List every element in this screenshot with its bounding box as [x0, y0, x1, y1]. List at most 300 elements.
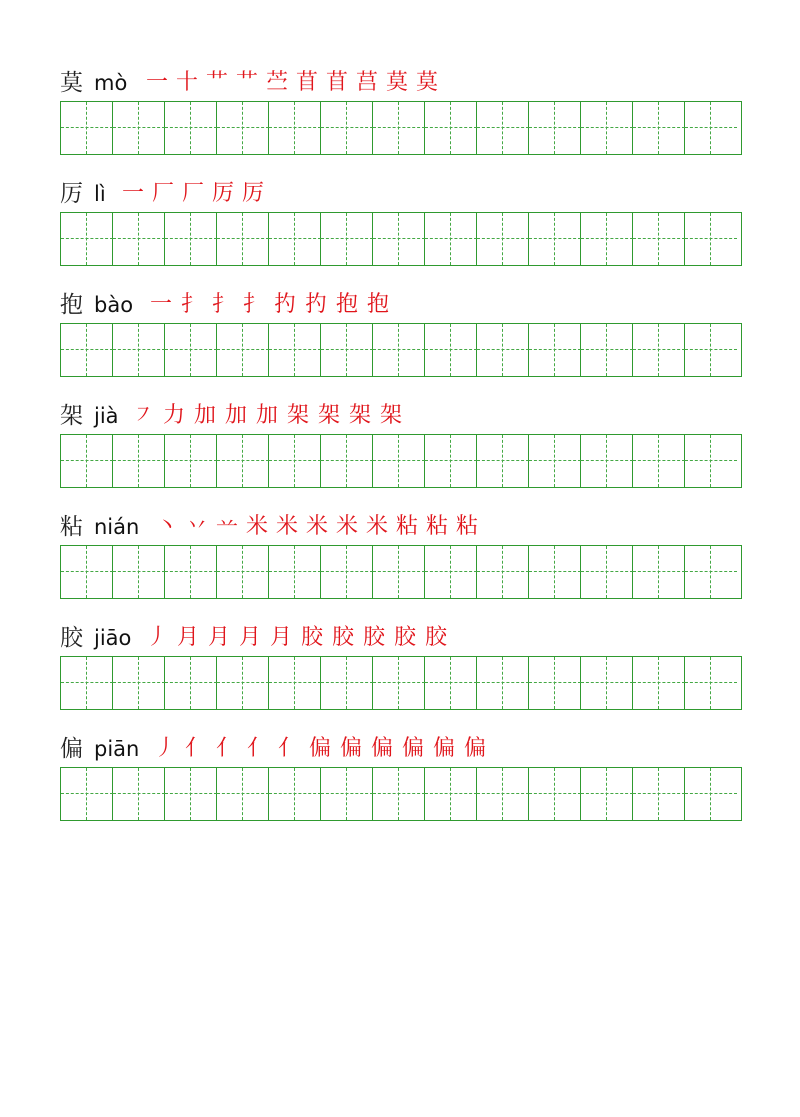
writing-grid-cell[interactable]: [529, 768, 581, 820]
writing-grid-cell[interactable]: [373, 213, 425, 265]
writing-grid-cell[interactable]: [685, 213, 737, 265]
stroke-step: [326, 68, 348, 98]
cell-horizontal-guide: [217, 793, 269, 794]
cell-horizontal-guide: [425, 571, 477, 572]
writing-grid-cell[interactable]: [373, 657, 425, 709]
writing-grid-cell[interactable]: [321, 324, 373, 376]
pinyin-label: lì: [94, 182, 106, 206]
writing-grid-cell[interactable]: [113, 546, 165, 598]
writing-grid-cell[interactable]: [373, 768, 425, 820]
cell-vertical-guide: [86, 435, 87, 487]
cell-horizontal-guide: [217, 571, 269, 572]
stroke-step: [185, 734, 207, 764]
stroke-step: [266, 68, 288, 98]
stroke-step-glyph: 偏: [433, 736, 456, 761]
cell-horizontal-guide: [633, 349, 685, 350]
cell-horizontal-guide: [373, 127, 425, 128]
stroke-step-glyph: 粘: [426, 514, 449, 539]
stroke-step: [212, 290, 234, 320]
cell-horizontal-guide: [113, 460, 165, 461]
stroke-step: [194, 401, 216, 431]
cell-horizontal-guide: [633, 127, 685, 128]
cell-horizontal-guide: [113, 349, 165, 350]
cell-vertical-guide: [710, 102, 711, 154]
cell-vertical-guide: [658, 324, 659, 376]
stroke-step: [301, 623, 323, 653]
stroke-step: [182, 179, 204, 209]
writing-grid-cell[interactable]: [425, 213, 477, 265]
cell-vertical-guide: [294, 768, 295, 820]
stroke-step-glyph: 丶: [156, 514, 179, 539]
stroke-step-glyph: 亻: [247, 736, 270, 761]
writing-grid-cell[interactable]: [373, 546, 425, 598]
cell-horizontal-guide: [217, 238, 269, 239]
stroke-step-glyph: 抱: [367, 292, 390, 317]
writing-grid-cell[interactable]: [269, 435, 321, 487]
writing-grid-cell[interactable]: [373, 324, 425, 376]
cell-horizontal-guide: [165, 238, 217, 239]
stroke-step: [206, 68, 228, 98]
writing-grid-cell[interactable]: [61, 768, 113, 820]
cell-vertical-guide: [138, 324, 139, 376]
cell-horizontal-guide: [477, 682, 529, 683]
cell-horizontal-guide: [165, 793, 217, 794]
writing-grid-cell[interactable]: [217, 657, 269, 709]
writing-grid-cell[interactable]: [633, 657, 685, 709]
stroke-step-glyph: 扌: [243, 292, 266, 317]
cell-vertical-guide: [242, 657, 243, 709]
cell-horizontal-guide: [477, 238, 529, 239]
stroke-step: [367, 290, 389, 320]
writing-grid-cell[interactable]: [373, 102, 425, 154]
cell-vertical-guide: [710, 213, 711, 265]
cell-vertical-guide: [294, 657, 295, 709]
cell-horizontal-guide: [633, 460, 685, 461]
cell-horizontal-guide: [61, 238, 113, 239]
stroke-step: [225, 401, 247, 431]
cell-horizontal-guide: [529, 349, 581, 350]
cell-vertical-guide: [138, 435, 139, 487]
writing-grid-cell[interactable]: [269, 213, 321, 265]
writing-grid-cell[interactable]: [61, 657, 113, 709]
character-header: [60, 512, 742, 546]
cell-vertical-guide: [658, 768, 659, 820]
writing-grid-cell[interactable]: [633, 102, 685, 154]
writing-grid-cell[interactable]: [477, 213, 529, 265]
writing-grid-cell[interactable]: [581, 768, 633, 820]
cell-horizontal-guide: [269, 238, 321, 239]
writing-grid-cell[interactable]: [425, 546, 477, 598]
writing-grid-cell[interactable]: [217, 213, 269, 265]
stroke-step-glyph: 月: [177, 625, 200, 650]
stroke-step: [336, 512, 358, 542]
writing-grid-cell[interactable]: [321, 213, 373, 265]
stroke-step: [246, 512, 268, 542]
writing-grid-row: [60, 101, 742, 155]
cell-horizontal-guide: [425, 349, 477, 350]
cell-horizontal-guide: [529, 793, 581, 794]
cell-horizontal-guide: [113, 793, 165, 794]
cell-vertical-guide: [398, 435, 399, 487]
cell-vertical-guide: [450, 324, 451, 376]
writing-grid-cell[interactable]: [269, 324, 321, 376]
writing-grid-cell[interactable]: [581, 435, 633, 487]
cell-horizontal-guide: [373, 460, 425, 461]
cell-horizontal-guide: [165, 571, 217, 572]
cell-vertical-guide: [450, 102, 451, 154]
cell-horizontal-guide: [529, 460, 581, 461]
stroke-step: [150, 290, 172, 320]
writing-grid-cell[interactable]: [425, 102, 477, 154]
cell-horizontal-guide: [425, 682, 477, 683]
cell-vertical-guide: [450, 213, 451, 265]
stroke-step: [276, 512, 298, 542]
cell-vertical-guide: [554, 435, 555, 487]
stroke-step: [426, 512, 448, 542]
cell-horizontal-guide: [113, 571, 165, 572]
stroke-step: [349, 401, 371, 431]
writing-grid-cell[interactable]: [269, 102, 321, 154]
stroke-step: [146, 68, 168, 98]
cell-horizontal-guide: [321, 238, 373, 239]
stroke-step: [332, 623, 354, 653]
stroke-step-glyph: 米: [306, 514, 329, 539]
writing-grid-cell[interactable]: [113, 435, 165, 487]
cell-vertical-guide: [450, 657, 451, 709]
cell-horizontal-guide: [373, 793, 425, 794]
cell-vertical-guide: [710, 546, 711, 598]
cell-vertical-guide: [190, 657, 191, 709]
writing-grid-cell[interactable]: [113, 768, 165, 820]
cell-vertical-guide: [554, 657, 555, 709]
cell-horizontal-guide: [165, 127, 217, 128]
stroke-step-glyph: 月: [239, 625, 262, 650]
writing-grid-cell[interactable]: [529, 546, 581, 598]
writing-grid-cell[interactable]: [61, 102, 113, 154]
cell-horizontal-guide: [373, 571, 425, 572]
writing-grid-cell[interactable]: [61, 213, 113, 265]
writing-grid-cell[interactable]: [581, 546, 633, 598]
cell-horizontal-guide: [685, 793, 737, 794]
cell-horizontal-guide: [425, 127, 477, 128]
cell-horizontal-guide: [113, 238, 165, 239]
cell-horizontal-guide: [581, 238, 633, 239]
writing-grid-cell[interactable]: [321, 435, 373, 487]
stroke-step: [156, 512, 178, 542]
cell-horizontal-guide: [685, 460, 737, 461]
writing-grid-cell[interactable]: [633, 213, 685, 265]
stroke-step-glyph: 一: [150, 292, 173, 317]
cell-horizontal-guide: [477, 127, 529, 128]
stroke-step-glyph: 丿: [154, 736, 177, 761]
writing-grid-cell[interactable]: [217, 435, 269, 487]
cell-horizontal-guide: [581, 349, 633, 350]
stroke-step-glyph: 亻: [216, 736, 239, 761]
writing-grid-cell[interactable]: [321, 657, 373, 709]
writing-grid-cell[interactable]: [165, 435, 217, 487]
cell-vertical-guide: [294, 324, 295, 376]
writing-grid-cell[interactable]: [529, 324, 581, 376]
cell-horizontal-guide: [269, 460, 321, 461]
stroke-step: [177, 623, 199, 653]
cell-vertical-guide: [606, 657, 607, 709]
stroke-step-glyph: 十: [176, 70, 199, 95]
writing-grid-cell[interactable]: [217, 324, 269, 376]
writing-grid-row: [60, 434, 742, 488]
stroke-step-glyph: 艹: [206, 70, 229, 95]
cell-vertical-guide: [554, 324, 555, 376]
cell-vertical-guide: [606, 324, 607, 376]
cell-horizontal-guide: [269, 127, 321, 128]
stroke-step: [152, 179, 174, 209]
cell-horizontal-guide: [477, 571, 529, 572]
cell-horizontal-guide: [373, 349, 425, 350]
stroke-step-glyph: 架: [380, 403, 403, 428]
cell-horizontal-guide: [321, 793, 373, 794]
cell-horizontal-guide: [685, 682, 737, 683]
cell-horizontal-guide: [529, 571, 581, 572]
writing-grid-cell[interactable]: [165, 102, 217, 154]
character-header: [60, 290, 742, 324]
writing-grid-cell[interactable]: [425, 324, 477, 376]
cell-vertical-guide: [190, 546, 191, 598]
stroke-step-glyph: 莒: [356, 70, 379, 95]
writing-grid-cell[interactable]: [633, 435, 685, 487]
writing-grid-cell[interactable]: [165, 324, 217, 376]
writing-grid-cell[interactable]: [477, 546, 529, 598]
stroke-step: [402, 734, 424, 764]
writing-grid-cell[interactable]: [269, 768, 321, 820]
cell-vertical-guide: [346, 324, 347, 376]
cell-vertical-guide: [502, 657, 503, 709]
stroke-step: [433, 734, 455, 764]
writing-grid-cell[interactable]: [217, 546, 269, 598]
cell-vertical-guide: [86, 324, 87, 376]
writing-grid-cell[interactable]: [321, 546, 373, 598]
writing-grid-cell[interactable]: [581, 657, 633, 709]
writing-grid-cell[interactable]: [425, 435, 477, 487]
cell-vertical-guide: [190, 213, 191, 265]
cell-vertical-guide: [606, 768, 607, 820]
writing-grid-cell[interactable]: [477, 102, 529, 154]
stroke-step: [163, 401, 185, 431]
writing-grid-cell[interactable]: [685, 657, 737, 709]
writing-grid-cell[interactable]: [113, 657, 165, 709]
cell-horizontal-guide: [165, 349, 217, 350]
cell-vertical-guide: [398, 768, 399, 820]
cell-horizontal-guide: [685, 238, 737, 239]
cell-vertical-guide: [554, 768, 555, 820]
cell-vertical-guide: [346, 435, 347, 487]
stroke-step-glyph: 苜: [326, 70, 349, 95]
cell-horizontal-guide: [633, 682, 685, 683]
cell-horizontal-guide: [685, 127, 737, 128]
writing-grid-row: [60, 212, 742, 266]
cell-vertical-guide: [242, 102, 243, 154]
cell-horizontal-guide: [529, 127, 581, 128]
writing-grid-cell[interactable]: [685, 768, 737, 820]
stroke-step-glyph: 亻: [185, 736, 208, 761]
stroke-step-glyph: 厂: [182, 181, 205, 206]
writing-grid-cell[interactable]: [113, 324, 165, 376]
stroke-step-glyph: 艹: [236, 70, 259, 95]
stroke-step-glyph: 胶: [394, 625, 417, 650]
cell-horizontal-guide: [633, 793, 685, 794]
writing-grid-cell[interactable]: [321, 102, 373, 154]
cell-horizontal-guide: [581, 127, 633, 128]
cell-horizontal-guide: [269, 349, 321, 350]
stroke-step-glyph: 䒑: [216, 514, 239, 539]
character-header: [60, 401, 742, 435]
cell-vertical-guide: [86, 213, 87, 265]
writing-grid-cell[interactable]: [529, 102, 581, 154]
stroke-step: [386, 68, 408, 98]
stroke-step: [296, 68, 318, 98]
pinyin-label: nián: [94, 515, 140, 539]
writing-grid-cell[interactable]: [529, 213, 581, 265]
cell-horizontal-guide: [685, 571, 737, 572]
writing-grid-cell[interactable]: [633, 324, 685, 376]
cell-vertical-guide: [554, 213, 555, 265]
stroke-step-glyph: 厉: [212, 181, 235, 206]
cell-vertical-guide: [242, 768, 243, 820]
writing-grid-cell[interactable]: [269, 657, 321, 709]
cell-vertical-guide: [502, 768, 503, 820]
stroke-step-glyph: 月: [208, 625, 231, 650]
cell-vertical-guide: [86, 546, 87, 598]
writing-grid-cell[interactable]: [217, 768, 269, 820]
cell-horizontal-guide: [477, 793, 529, 794]
writing-grid-cell[interactable]: [61, 435, 113, 487]
writing-grid-cell[interactable]: [685, 102, 737, 154]
writing-grid-cell[interactable]: [61, 324, 113, 376]
stroke-step: [380, 401, 402, 431]
writing-grid-cell[interactable]: [269, 546, 321, 598]
cell-horizontal-guide: [61, 127, 113, 128]
cell-horizontal-guide: [633, 571, 685, 572]
writing-grid-cell[interactable]: [61, 546, 113, 598]
cell-vertical-guide: [86, 657, 87, 709]
stroke-step-glyph: 加: [225, 403, 248, 428]
writing-grid-cell[interactable]: [217, 102, 269, 154]
cell-vertical-guide: [86, 768, 87, 820]
writing-grid-cell[interactable]: [529, 435, 581, 487]
cell-vertical-guide: [242, 324, 243, 376]
stroke-step-glyph: 米: [276, 514, 299, 539]
writing-grid-cell[interactable]: [685, 546, 737, 598]
stroke-step: [243, 290, 265, 320]
writing-grid-cell[interactable]: [425, 768, 477, 820]
cell-horizontal-guide: [477, 460, 529, 461]
cell-vertical-guide: [710, 435, 711, 487]
writing-grid-cell[interactable]: [165, 546, 217, 598]
character-header: [60, 623, 742, 657]
stroke-step-glyph: 亻: [278, 736, 301, 761]
stroke-step: [464, 734, 486, 764]
writing-grid-cell[interactable]: [165, 768, 217, 820]
writing-grid-cell[interactable]: [581, 102, 633, 154]
writing-grid-cell[interactable]: [477, 768, 529, 820]
writing-grid-cell[interactable]: [581, 324, 633, 376]
writing-grid-cell[interactable]: [425, 657, 477, 709]
stroke-step-glyph: 米: [366, 514, 389, 539]
stroke-step-glyph: 胶: [363, 625, 386, 650]
stroke-step: [146, 623, 168, 653]
writing-grid-cell[interactable]: [373, 435, 425, 487]
writing-grid-cell[interactable]: [113, 102, 165, 154]
stroke-step: [154, 734, 176, 764]
cell-vertical-guide: [346, 768, 347, 820]
stroke-step-glyph: 扌: [212, 292, 235, 317]
stroke-step: [278, 734, 300, 764]
cell-vertical-guide: [242, 435, 243, 487]
stroke-step: [394, 623, 416, 653]
writing-grid-cell[interactable]: [633, 768, 685, 820]
pinyin-label: mò: [94, 71, 128, 95]
writing-grid-cell[interactable]: [477, 324, 529, 376]
pinyin-label: jià: [94, 404, 119, 428]
cell-vertical-guide: [502, 546, 503, 598]
writing-grid-cell[interactable]: [529, 657, 581, 709]
stroke-step-glyph: 扌: [181, 292, 204, 317]
cell-vertical-guide: [606, 213, 607, 265]
stroke-step-glyph: 架: [287, 403, 310, 428]
stroke-step-glyph: 苜: [296, 70, 319, 95]
writing-grid-cell[interactable]: [113, 213, 165, 265]
writing-grid-cell[interactable]: [685, 324, 737, 376]
cell-vertical-guide: [658, 102, 659, 154]
stroke-step-glyph: 胶: [332, 625, 355, 650]
stroke-step-glyph: 一: [146, 70, 169, 95]
cell-vertical-guide: [242, 213, 243, 265]
stroke-step: [309, 734, 331, 764]
cell-vertical-guide: [710, 657, 711, 709]
cell-vertical-guide: [138, 213, 139, 265]
stroke-step-glyph: 米: [336, 514, 359, 539]
writing-grid-cell[interactable]: [477, 657, 529, 709]
cell-vertical-guide: [294, 102, 295, 154]
cell-vertical-guide: [450, 546, 451, 598]
cell-horizontal-guide: [61, 571, 113, 572]
writing-grid-cell[interactable]: [581, 213, 633, 265]
stroke-step: [287, 401, 309, 431]
cell-horizontal-guide: [425, 793, 477, 794]
writing-grid-cell[interactable]: [685, 435, 737, 487]
cell-vertical-guide: [138, 102, 139, 154]
cell-horizontal-guide: [529, 682, 581, 683]
cell-horizontal-guide: [321, 127, 373, 128]
stroke-step-glyph: 偏: [402, 736, 425, 761]
stroke-step: [239, 623, 261, 653]
writing-grid-cell[interactable]: [321, 768, 373, 820]
cell-vertical-guide: [606, 435, 607, 487]
stroke-step: [363, 623, 385, 653]
stroke-step: [212, 179, 234, 209]
stroke-step: [181, 290, 203, 320]
cell-horizontal-guide: [217, 127, 269, 128]
stroke-step-glyph: 架: [349, 403, 372, 428]
writing-grid-cell[interactable]: [165, 213, 217, 265]
cell-horizontal-guide: [61, 460, 113, 461]
stroke-step-glyph: 偏: [464, 736, 487, 761]
pinyin-label: jiāo: [94, 626, 132, 650]
writing-grid-cell[interactable]: [165, 657, 217, 709]
cell-vertical-guide: [502, 324, 503, 376]
hanzi-character: 抱: [60, 292, 83, 318]
writing-grid-cell[interactable]: [633, 546, 685, 598]
cell-vertical-guide: [658, 546, 659, 598]
writing-grid-cell[interactable]: [477, 435, 529, 487]
